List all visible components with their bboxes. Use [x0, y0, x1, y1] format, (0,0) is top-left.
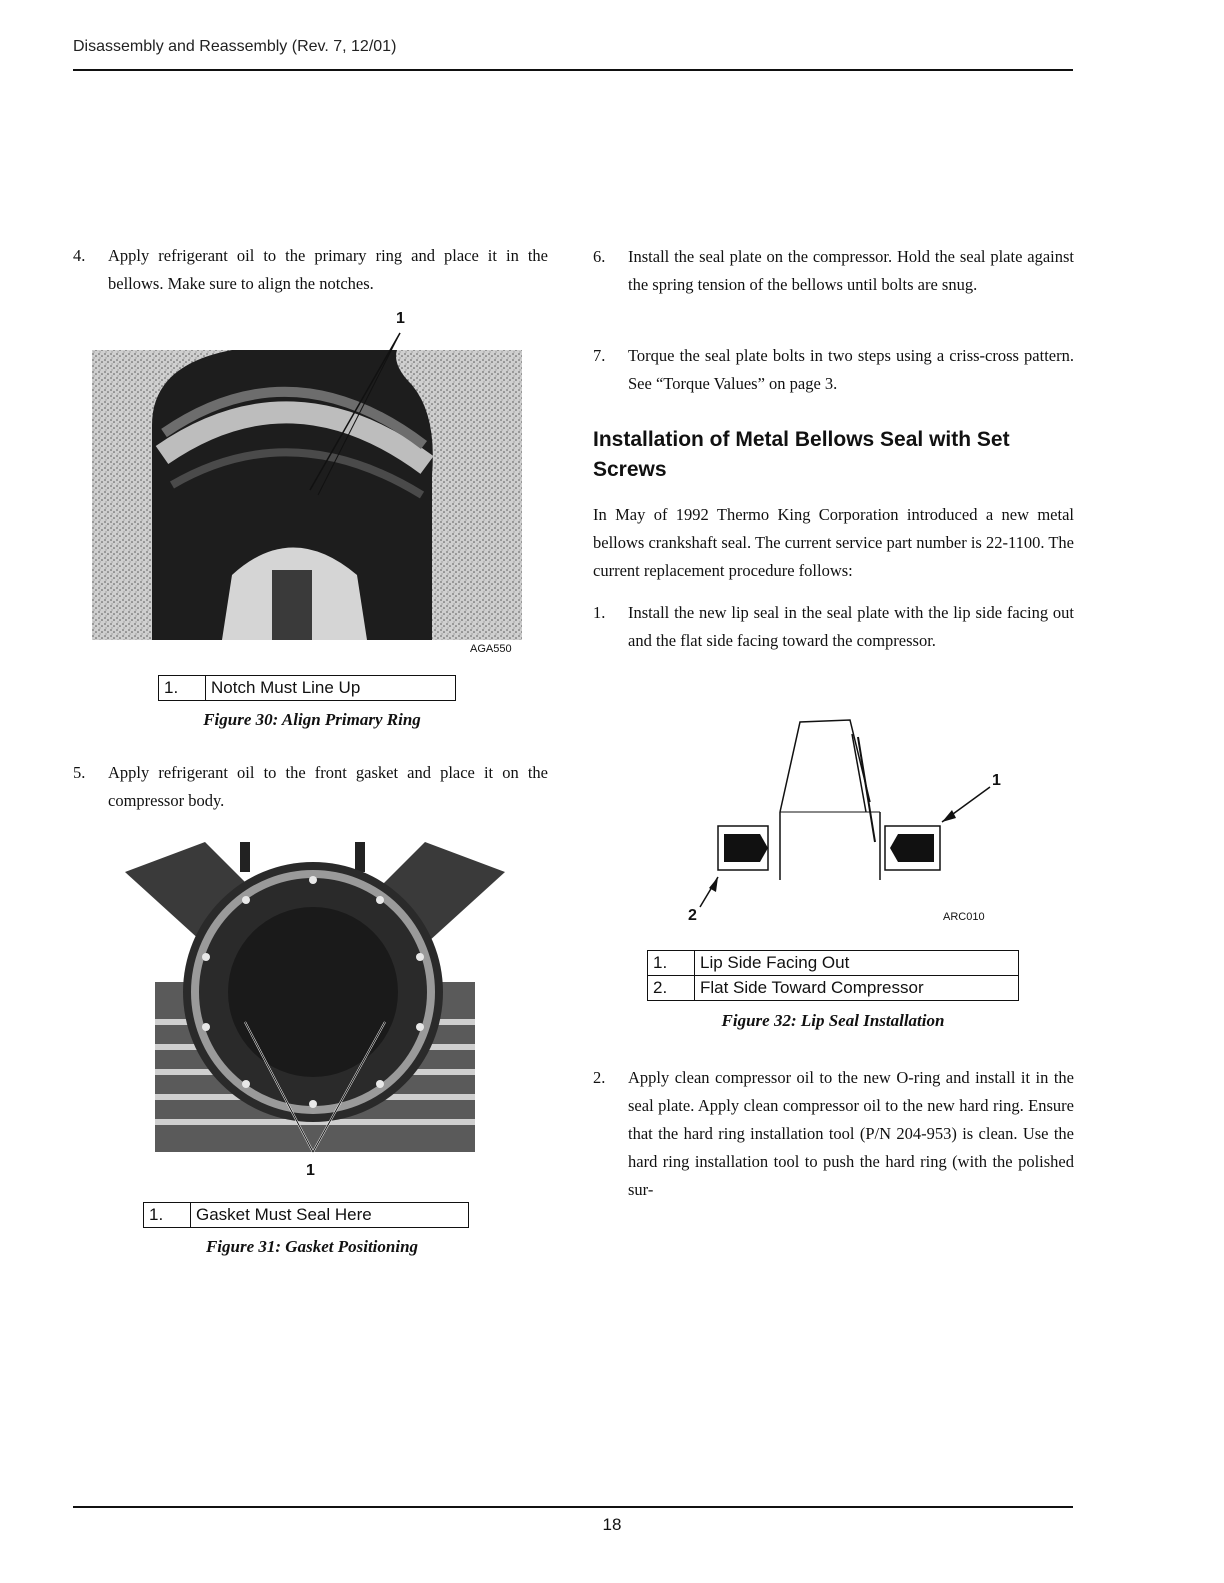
figure-32-callout-2: 2: [688, 907, 697, 924]
legend-text: Notch Must Line Up: [206, 676, 456, 701]
figure-32-legend: [647, 950, 1019, 1001]
legend-number: 1.: [159, 676, 206, 701]
legend-number: 1.: [648, 951, 695, 976]
step-text: Install the new lip seal in the seal plate with the lip side facing out and the flat side facing toward the compressor.: [628, 603, 1074, 650]
page-header: Disassembly and Reassembly (Rev. 7, 12/01): [73, 38, 397, 55]
step-text: Torque the seal plate bolts in two steps using a criss-cross pattern. See “Torque Values” on page 3.: [628, 346, 1074, 393]
step-number: 1.: [593, 603, 606, 622]
lip-seal-diagram: [680, 712, 1020, 932]
figure-32-code: ARC010: [943, 911, 985, 923]
figure-30: [92, 305, 532, 660]
header-rule: [73, 69, 1073, 71]
figure-30-legend: [158, 675, 456, 701]
step-number: 4.: [73, 246, 86, 265]
section-heading: Installation of Metal Bellows Seal with Set Screws: [593, 428, 1010, 481]
step-1: [593, 599, 1074, 655]
step-7: [593, 342, 1074, 398]
legend-row: [648, 976, 1019, 1001]
figure-31: [95, 832, 535, 1192]
legend-row: [648, 951, 1019, 976]
step-2: [593, 1064, 1074, 1204]
step-6: [593, 243, 1074, 299]
step-number: 6.: [593, 247, 606, 266]
footer-rule: [73, 1506, 1073, 1508]
step-number: 2.: [593, 1068, 606, 1087]
figure-31-legend: [143, 1202, 469, 1228]
figure-30-code: AGA550: [470, 643, 512, 655]
figure-32-callout-1: 1: [992, 772, 1001, 789]
legend-number: 2.: [648, 976, 695, 1001]
legend-text: Lip Side Facing Out: [695, 951, 1019, 976]
legend-row: [159, 676, 456, 701]
step-text: Apply refrigerant oil to the primary ring and place it in the bellows. Make sure to align the notches.: [108, 246, 548, 293]
legend-text: Flat Side Toward Compressor: [695, 976, 1019, 1001]
figure-31-callout: 1: [306, 1162, 315, 1179]
figure-32: [680, 712, 1020, 932]
step-text: Install the seal plate on the compressor. Hold the seal plate against the spring tension of the bellows until bolts are snug.: [628, 247, 1074, 294]
figure-30-callout: 1: [396, 310, 405, 327]
gasket-photo: [95, 832, 535, 1162]
step-5: [73, 759, 548, 815]
step-4: [73, 242, 548, 298]
section-intro: In May of 1992 Thermo King Corporation introduced a new metal bellows crankshaft seal. The current service part number is 22-1100. The current replacement procedure follows:: [593, 505, 1074, 580]
legend-text: Gasket Must Seal Here: [191, 1203, 469, 1228]
figure-31-caption: Figure 31: Gasket Positioning: [205, 1237, 419, 1256]
figure-30-caption: Figure 30: Align Primary Ring: [203, 710, 421, 729]
primary-ring-photo: [92, 305, 532, 660]
step-number: 7.: [593, 346, 606, 365]
figure-32-caption: Figure 32: Lip Seal Installation: [721, 1011, 945, 1030]
legend-row: [144, 1203, 469, 1228]
page-number: 18: [602, 1515, 622, 1534]
legend-number: 1.: [144, 1203, 191, 1228]
step-text: Apply refrigerant oil to the front gasket and place it on the compressor body.: [108, 763, 548, 810]
step-number: 5.: [73, 763, 86, 782]
step-text: Apply clean compressor oil to the new O-ring and install it in the seal plate. Apply clean compressor oil to the new hard ring. Ensure that the hard ring installation tool (P/N 204-953) is clean. Use the hard ring installation tool to push the hard ring (with the polished sur-: [628, 1068, 1074, 1199]
